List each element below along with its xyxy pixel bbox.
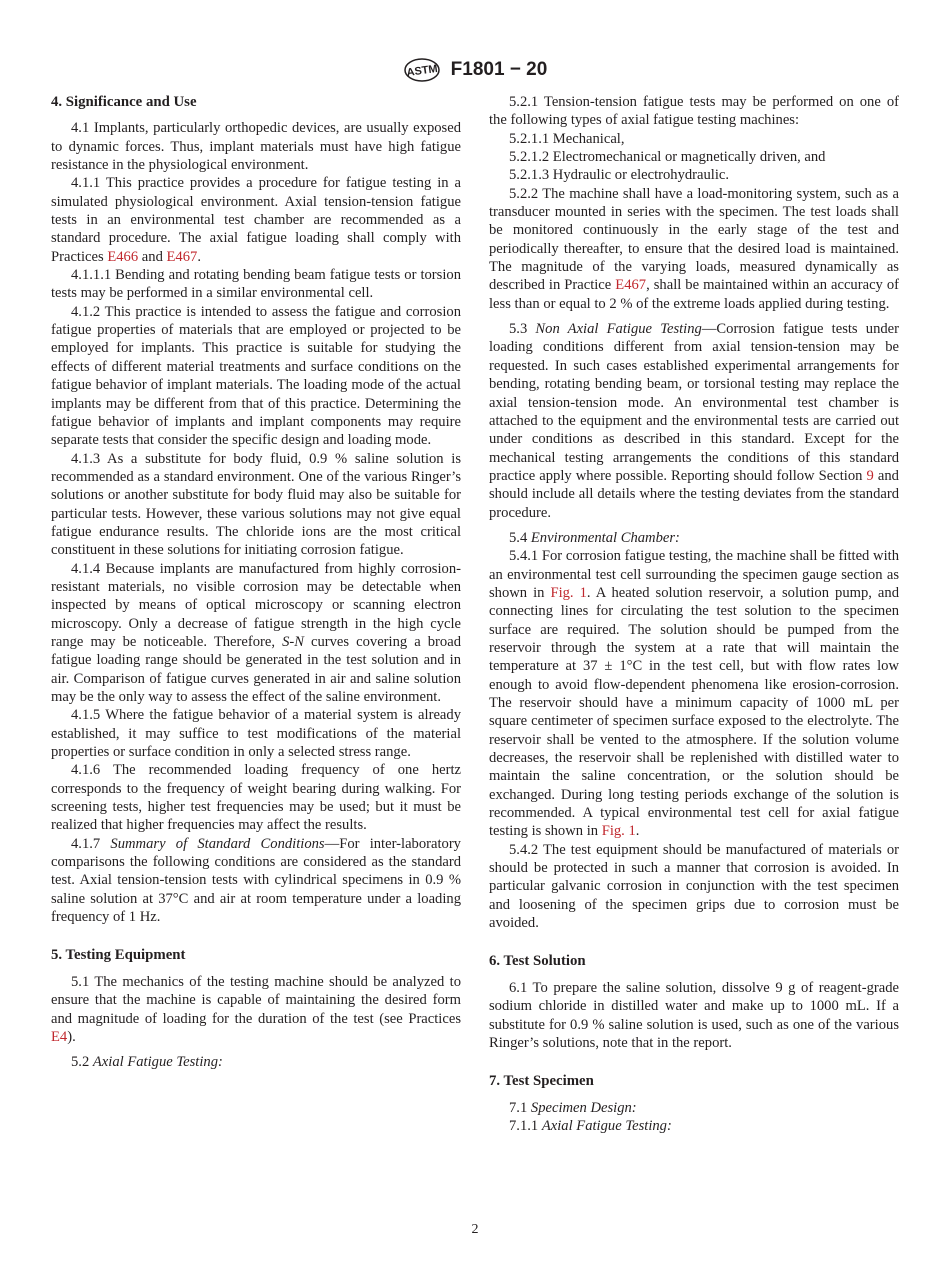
paragraph bbox=[51, 450, 461, 560]
text: 6.1 To prepare the saline solution, dissolve 9 g of reagent-grade sodium chloride in distilled water and make up to 1000 mL. If a substitute for 0.9 % saline solution is used, such as one of the various Ringer’s solutions, note that in the report. bbox=[489, 979, 899, 1051]
paragraph bbox=[489, 93, 899, 130]
paragraph bbox=[51, 761, 461, 834]
paragraph bbox=[489, 148, 899, 166]
reference-link[interactable]: E467 bbox=[166, 248, 198, 265]
paragraph bbox=[489, 166, 899, 184]
text: 4.1 Implants, particularly orthopedic devices, are usually exposed to dynamic forces. Thus, implant materials must have high fatigue resistance in the physiological environment. bbox=[51, 120, 461, 174]
paragraph bbox=[489, 529, 899, 547]
text: 4.1.1.1 Bending and rotating bending beam fatigue tests or torsion tests may be performed in a similar environmental cell. bbox=[51, 267, 461, 302]
text: . A heated solution reservoir, a solution pump, and connecting lines for circulating the test solution to the specimen surface are required. The solution should be pumped from the reservoir through the system at a rate that will maintain the temperature at 37 ± 1°C in the test cell, but with flow rates low enough to avoid flow-dependent phenomena like erosion-corrosion. The reservoir should have a minimum capacity of 1000 mL per square centimeter of specimen surface exposed to the electrolyte. The reservoir shall be vented to the atmosphere. If the solution volume decreases, the reservoir shall be replenished with distilled water to maintain the saline concentration, or the solution should be exchanged. During long testing periods exchange of the solution is recommended. A typical environmental test cell for axial fatigue testing is shown in bbox=[489, 584, 899, 840]
text: 7. Test Specimen bbox=[489, 1073, 594, 1090]
text: 5.4 bbox=[509, 529, 531, 546]
section-heading bbox=[51, 93, 461, 111]
text: . bbox=[635, 823, 640, 840]
paragraph bbox=[489, 130, 899, 148]
text: 4.1.5 Where the fatigue behavior of a material system is already established, it may suffice to test modifications of the material properties or surface condition in only a selected stress range. bbox=[51, 707, 461, 761]
paragraph bbox=[51, 119, 461, 174]
text: 5.2 bbox=[71, 1054, 93, 1071]
text: 5.4.1 For corrosion fatigue testing, the machine shall be fitted with an environmental test cell surrounding the specimen gauge section as shown in bbox=[489, 548, 899, 601]
text: and should include all details where the testing deviates from the standard procedure. bbox=[489, 467, 899, 521]
text: 4.1.7 bbox=[71, 835, 111, 852]
text: —Corrosion fatigue tests under loading conditions different from axial tension-tension may be requested. In such cases established experimental arrangements for bending, rotating bending beam, or torsional testing may replace the axial tension-tension mode. An environmental test chamber is attached to the equipment and the environmental tests are carried out under conditions as described in this standard. Except for the mechanical testing arrangements the conditions of this standard practice apply where possible. Reporting should follow Section bbox=[489, 321, 899, 484]
paragraph bbox=[489, 979, 899, 1052]
text: 5.2.1.1 Mechanical, bbox=[509, 130, 625, 147]
section-heading bbox=[489, 952, 899, 970]
text: , shall be maintained within an accuracy of less than or equal to 2 % of the extreme loads applied during testing. bbox=[489, 277, 899, 312]
text: 6. Test Solution bbox=[489, 953, 586, 970]
paragraph bbox=[489, 1099, 899, 1117]
right-column bbox=[489, 93, 899, 1135]
italic-text: Axial Fatigue Testing: bbox=[92, 1054, 223, 1071]
left-column bbox=[51, 93, 461, 1072]
text: 7.1.1 bbox=[509, 1117, 542, 1134]
italic-text: Environmental Chamber: bbox=[530, 529, 680, 546]
text: and bbox=[138, 248, 167, 265]
italic-text: Axial Fatigue Testing: bbox=[541, 1117, 672, 1134]
paragraph bbox=[51, 706, 461, 761]
reference-link[interactable]: 9 bbox=[866, 467, 874, 484]
paragraph bbox=[51, 174, 461, 266]
reference-link[interactable]: Fig. 1 bbox=[550, 584, 587, 601]
paragraph bbox=[51, 266, 461, 303]
paragraph bbox=[51, 973, 461, 1046]
paragraph bbox=[489, 185, 899, 313]
svg-text:ASTM: ASTM bbox=[405, 62, 439, 80]
text: 5.4.2 The test equipment should be manufactured of materials or should be protected in such a manner that corrosion is avoided. In particular galvanic corrosion in conjunction with the test specimen and loosening of the specimen grips due to corrosion must be avoided. bbox=[489, 841, 899, 932]
text: 4.1.1 This practice provides a procedure for fatigue testing in a simulated physiological environment. Axial tension-tension fatigue tests in an environmental test chamber are recommended as a standard procedure. The axial fatigue loading shall comply with Practices bbox=[51, 175, 461, 265]
text: 7.1 bbox=[509, 1099, 531, 1116]
paragraph bbox=[51, 835, 461, 927]
text: 4.1.3 As a substitute for body fluid, 0.9 % saline solution is recommended as a standard environment. One of the various Ringer’s solutions or another substitute for body fluid may also be suitable for particular tests. However, these various solutions may not give equal fatigue endurance results. The chloride ions are the most critical constituent in these solutions for initiating corrosion fatigue. bbox=[51, 450, 461, 559]
paragraph bbox=[489, 320, 899, 522]
reference-link[interactable]: E4 bbox=[51, 1028, 68, 1045]
page-header bbox=[0, 57, 950, 83]
text: 4.1.2 This practice is intended to assess the fatigue and corrosion fatigue properties of materials that are employed or projected to be employed for implants. This practice is suitable for studying the effects of different material treatments and surface conditions on the fatigue behavior of implant materials. The loading mode of the actual implants may be different from that of this practice. Determining the fatigue behavior of implants and implant components may require separate tests that consider the specific design and loading mode. bbox=[51, 303, 461, 449]
text: 5.2.2 The machine shall have a load-monitoring system, such as a transducer mounted in series with the specimen. The test loads shall be monitored continuously in the early stage of the test and periodically thereafter, to ensure that the desired load is maintained. The magnitude of the varying loads, measured dynamically as described in Practice bbox=[489, 185, 899, 294]
text: ). bbox=[67, 1028, 76, 1045]
text: 5.2.1.2 Electromechanical or magnetically driven, and bbox=[509, 149, 826, 166]
page-number: 2 bbox=[471, 1222, 479, 1237]
reference-link[interactable]: E467 bbox=[615, 277, 647, 294]
paragraph bbox=[51, 560, 461, 707]
paragraph bbox=[51, 1053, 461, 1071]
paragraph bbox=[489, 841, 899, 933]
document-id: F1801 − 20 bbox=[450, 59, 548, 80]
italic-text: Summary of Standard Conditions bbox=[110, 835, 325, 852]
italic-text: Non Axial Fatigue Testing bbox=[535, 321, 702, 338]
section-heading bbox=[489, 1072, 899, 1090]
text: 4. Significance and Use bbox=[51, 94, 197, 110]
paragraph bbox=[489, 1117, 899, 1135]
text: 5.2.1 Tension-tension fatigue tests may be performed on one of the following types of axial fatigue testing machines: bbox=[489, 94, 899, 129]
italic-text: S-N bbox=[282, 633, 304, 650]
text: curves covering a broad fatigue loading range should be generated in the test solution and in air. Comparison of fatigue curves generated in air and saline solution may be the only way to assess the effect of the saline environment. bbox=[51, 633, 461, 705]
italic-text: Specimen Design: bbox=[530, 1099, 637, 1116]
text: —For inter-laboratory comparisons the following conditions are considered as the standard test. Axial tension-tension tests with cylindrical specimens in 0.9 % saline solution at 37°C and air at room temperature under a loading frequency of 1 Hz. bbox=[51, 835, 461, 926]
text: 5. Testing Equipment bbox=[51, 947, 186, 964]
text: . bbox=[197, 248, 201, 265]
text: 5.2.1.3 Hydraulic or electrohydraulic. bbox=[509, 167, 730, 184]
reference-link[interactable]: Fig. 1 bbox=[601, 823, 636, 840]
paragraph bbox=[489, 547, 899, 841]
text: 4.1.4 Because implants are manufactured from highly corrosion-resistant materials, no visible corrosion may be detectable when inspected by means of optical microscopy or scanning electron microscopy. Only a decrease of fatigue strength in the high cycle range may be noticeable. Therefore, bbox=[51, 560, 461, 650]
paragraph bbox=[51, 303, 461, 450]
text: 5.1 The mechanics of the testing machine should be analyzed to ensure that the machine is capable of maintaining the desired form and magnitude of loading for the duration of the test (see Practices bbox=[51, 973, 461, 1027]
astm-logo-icon bbox=[403, 57, 441, 83]
section-heading bbox=[51, 946, 461, 964]
text: 5.3 bbox=[509, 321, 536, 338]
text: 4.1.6 The recommended loading frequency of one hertz corresponds to the frequency of weight bearing during walking. For screening tests, higher test frequencies may be used; but it must be realized that higher frequencies may affect the results. bbox=[51, 762, 461, 834]
reference-link[interactable]: E466 bbox=[107, 248, 139, 265]
